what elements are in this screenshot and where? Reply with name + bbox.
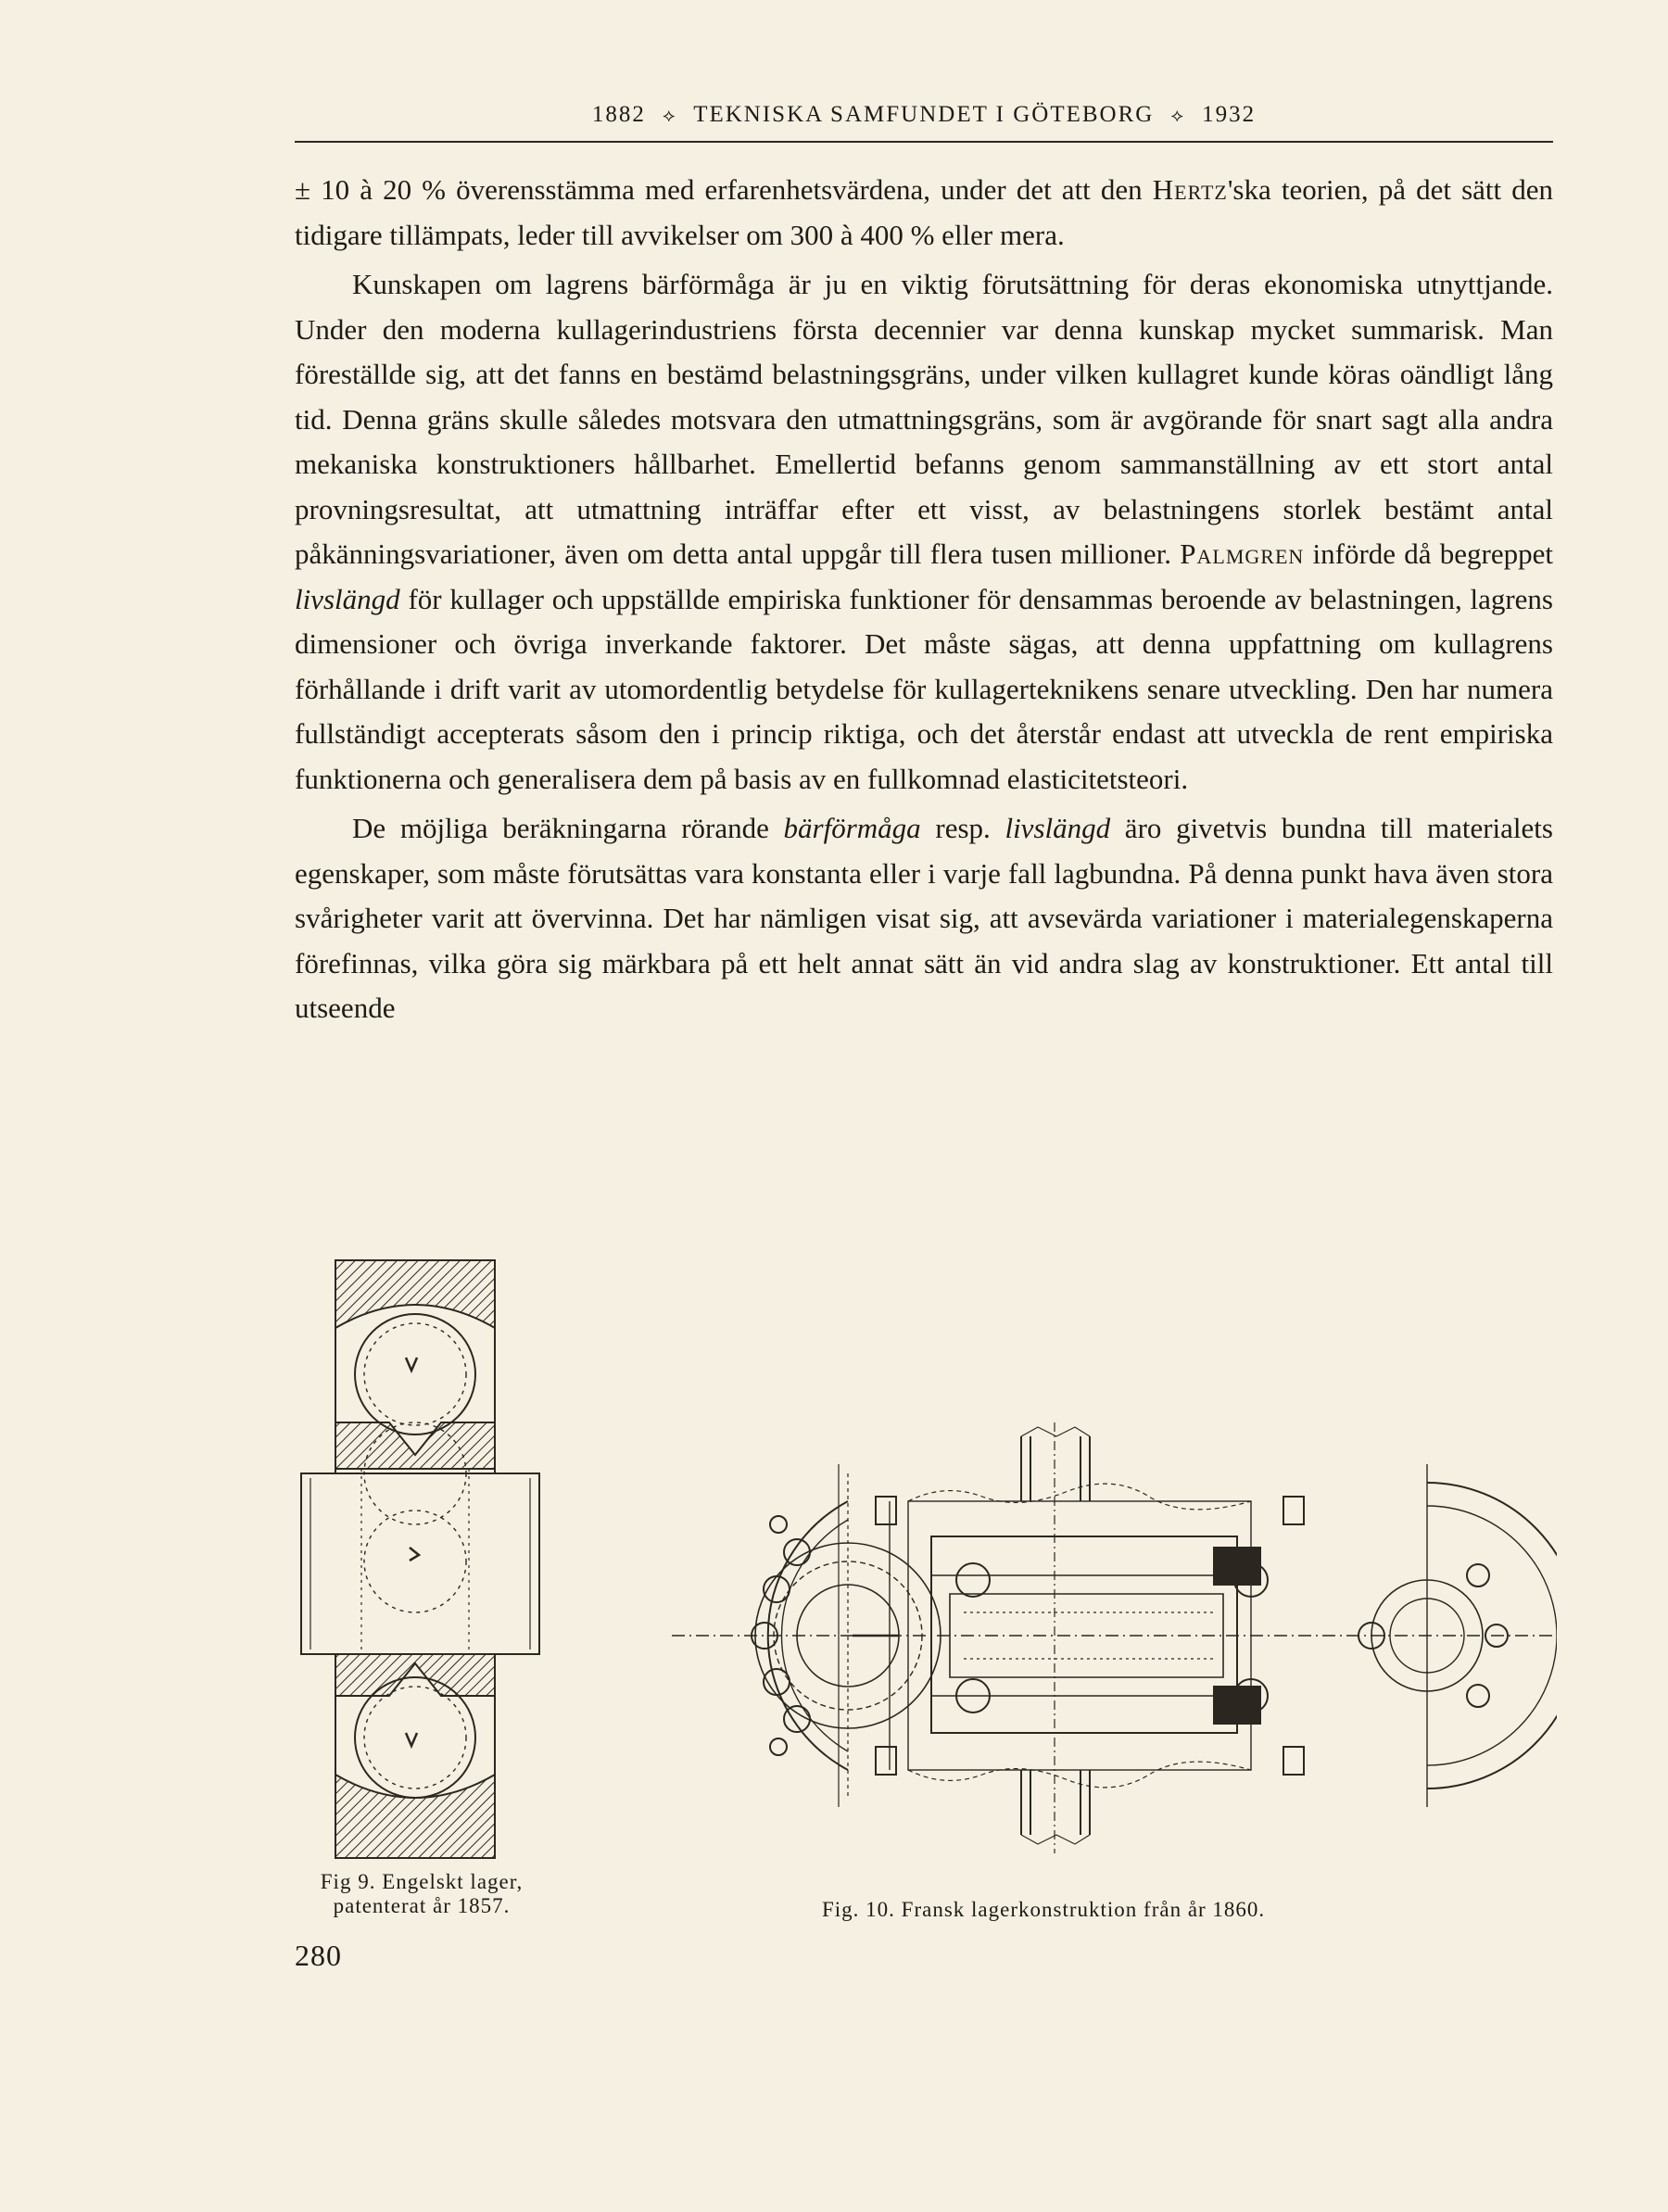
header-year-start: 1882 bbox=[591, 102, 646, 127]
paragraph-2: Kunskapen om lagrens bärförmåga är ju en viktig förutsättning för deras ekonomiska utnyttjande. Under den moderna kullagerindustriens första decennier var denna kunskap mycket summarisk. Man föreställde sig, att det fanns en bestämd belastningsgräns, under vilken kullagret kunde köras oändligt lång tid. Denna gräns skulle således motsvara den utmattningsgräns, som är avgörande för snart sagt alla andra mekaniska konstruktioners hållbarhet. Emellertid befanns genom sammanställning av ett stort antal provningsresultat, att utmattning inträffar efter ett visst, av belastningens storlek bestämt antal påkänningsvariationer, även om detta antal uppgår till flera tusen millioner. Palmgren införde då begreppet livslängd för kullager och uppställde empiriska funktioner för densammas beroende av belastningen, lagrens dimensioner och övriga inverkande faktorer. Det måste sägas, att denna uppfattning om kullagrens förhållande i drift varit av utomordentlig betydelse för kullagerteknikens senare utveckling. Den har numera fullständigt accepterats såsom den i princip riktiga, och det återstår endast att utveckla de rent empiriska funktionerna och generalisera dem på basis av en fullkomnad elasticitetsteori. bbox=[295, 268, 1553, 795]
author-name-palmgren: Palmgren bbox=[1180, 537, 1305, 570]
header-rule bbox=[295, 141, 1553, 143]
paragraph-3: De möjliga beräkningarna rörande bärförmåga resp. livslängd äro givetvis bundna till materialets egenskaper, som måste förutsättas vara konstanta eller i varje fall lagbundna. På denna punkt hava även stora svårigheter varit att övervinna. Det har nämligen visat sig, att avsevärda variationer i materialegenskaperna förefinnas, vilka göra sig märkbara på ett helt annat sätt än vid andra slag av konstruktioner. Ett antal till utseende bbox=[295, 812, 1553, 1024]
author-name-hertz: Hertz bbox=[1152, 173, 1228, 206]
figure-9-drawing bbox=[297, 1256, 547, 1867]
running-header bbox=[295, 102, 1553, 128]
figure-9-caption: Fig 9. Engelskt lager, patenterat år 1857. bbox=[320, 1870, 524, 1917]
term-livslangd: livslängd bbox=[295, 582, 400, 615]
page-number: 280 bbox=[295, 1939, 342, 1972]
figure-10-drawing bbox=[667, 1334, 1557, 1872]
ornament-icon: ⟡ bbox=[663, 106, 677, 126]
paragraph-1: ± 10 à 20 % överensstämma med erfarenhetsvärdena, under det att den Hertz'ska teorien, på det sätt den tidigare tillämpats, leder till avvikelser om 300 à 400 % eller mera. bbox=[295, 173, 1554, 251]
term-barformaga: bärförmåga bbox=[783, 812, 921, 844]
header-year-end: 1932 bbox=[1202, 102, 1257, 127]
header-title: TEKNISKA SAMFUNDET I GÖTEBORG bbox=[693, 102, 1155, 127]
ornament-icon: ⟡ bbox=[1170, 106, 1185, 126]
term-livslangd-2: livslängd bbox=[1005, 812, 1111, 844]
figure-10-caption: Fig. 10. Fransk lagerkonstruktion från år 1860. bbox=[822, 1898, 1266, 1921]
body-text bbox=[295, 168, 1553, 1036]
